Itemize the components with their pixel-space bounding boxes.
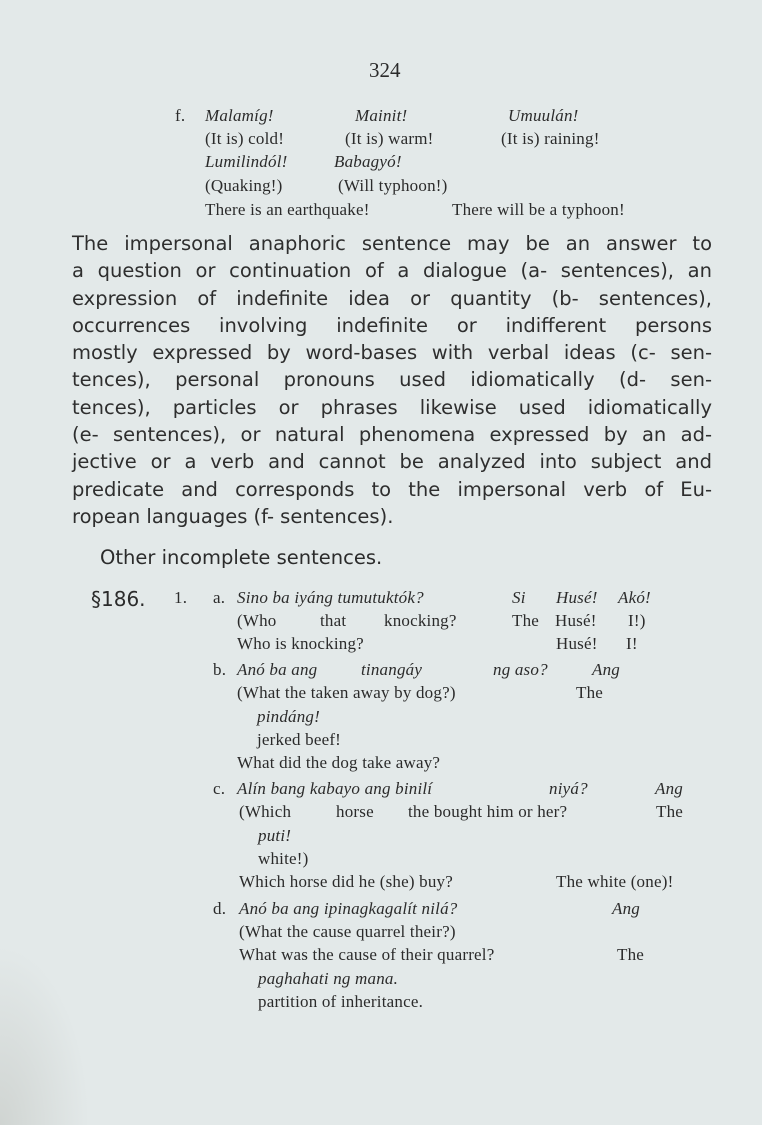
gloss: (Which bbox=[239, 802, 292, 821]
paragraph-line: occurrences involving indefinite or indifferent persons bbox=[72, 313, 712, 337]
tagalog-word: pindáng! bbox=[257, 707, 320, 726]
translation: The white (one)! bbox=[556, 872, 674, 891]
gloss: Husé! bbox=[555, 611, 597, 630]
tagalog-word: puti! bbox=[258, 826, 292, 845]
gloss: The bbox=[576, 683, 604, 702]
tagalog-word: Ang bbox=[592, 660, 620, 679]
tagalog-word: tinangáy bbox=[361, 660, 423, 679]
gloss: knocking? bbox=[384, 611, 457, 630]
page-stain bbox=[0, 945, 90, 1125]
paragraph-line: The impersonal anaphoric sentence may be an answer to bbox=[72, 232, 712, 255]
gloss: (It is) raining! bbox=[501, 129, 600, 148]
paragraph-line: ropean languages (f- sentences). bbox=[72, 504, 394, 528]
gloss: horse bbox=[336, 802, 374, 821]
paragraph-line: tences), particles or phrases likewise used idiomatically bbox=[72, 395, 712, 419]
gloss: the bought him or her? bbox=[408, 802, 568, 821]
gloss: (It is) cold! bbox=[205, 129, 285, 148]
example-f-label: f. bbox=[175, 106, 186, 125]
paragraph-line: a question or continuation of a dialogue (a- sentences), an bbox=[72, 259, 712, 283]
translation: I! bbox=[626, 634, 638, 653]
sub-label: d. bbox=[213, 899, 227, 918]
tagalog-word: Umuulán! bbox=[508, 106, 579, 125]
gloss: jerked beef! bbox=[257, 730, 342, 749]
gloss: (What the cause quarrel their?) bbox=[239, 922, 456, 941]
tagalog-word: Si bbox=[512, 588, 526, 607]
gloss: (Will typhoon!) bbox=[338, 176, 448, 195]
main-paragraph bbox=[72, 230, 712, 530]
translation: The bbox=[617, 945, 645, 964]
tagalog-word: Mainit! bbox=[355, 106, 408, 125]
sub-label: c. bbox=[213, 779, 226, 798]
gloss: The bbox=[656, 802, 684, 821]
tagalog-word: Anó ba ang bbox=[237, 660, 318, 679]
tagalog-word: ng aso? bbox=[493, 660, 548, 679]
tagalog-word: Lumilindól! bbox=[205, 152, 288, 171]
item-number: 1. bbox=[174, 588, 188, 607]
tagalog-word: Husé! bbox=[556, 588, 598, 607]
tagalog-word: niyá? bbox=[549, 779, 588, 798]
gloss: white!) bbox=[258, 849, 309, 868]
gloss: (Who bbox=[237, 611, 277, 630]
translation: Husé! bbox=[556, 634, 598, 653]
tagalog-word: Ang bbox=[655, 779, 683, 798]
gloss: I!) bbox=[628, 611, 646, 630]
translation: What was the cause of their quarrel? bbox=[239, 945, 495, 964]
translation: What did the dog take away? bbox=[237, 753, 441, 772]
tagalog-question: Anó ba ang ipinagkagalít nilá? bbox=[239, 899, 458, 918]
paragraph-line: (e- sentences), or natural phenomena expressed by an ad- bbox=[72, 423, 712, 447]
paragraph-line: jective or a verb and cannot be analyzed into subject and bbox=[72, 450, 712, 474]
paragraph-line: mostly expressed by word-bases with verbal ideas (c- sen- bbox=[72, 341, 712, 365]
gloss: (It is) warm! bbox=[345, 129, 434, 148]
tagalog-question: Sino ba iyáng tumutuktók? bbox=[237, 588, 424, 607]
translation: Which horse did he (she) buy? bbox=[239, 872, 453, 891]
paragraph-line: expression of indefinite idea or quantity (b- sentences), bbox=[72, 286, 712, 310]
tagalog-word: Malamíg! bbox=[205, 106, 274, 125]
tagalog-word: paghahati ng mana. bbox=[258, 969, 399, 988]
translation: There will be a typhoon! bbox=[452, 200, 625, 219]
tagalog-word: Ang bbox=[612, 899, 640, 918]
translation: There is an earthquake! bbox=[205, 200, 370, 219]
sub-label: b. bbox=[213, 660, 227, 679]
tagalog-question: Alín bang kabayo ang binilí bbox=[237, 779, 433, 798]
sub-label: a. bbox=[213, 588, 226, 607]
tagalog-word: Babagyó! bbox=[334, 152, 402, 171]
gloss: that bbox=[320, 611, 347, 630]
tagalog-word: Akó! bbox=[618, 588, 651, 607]
paragraph-line: predicate and corresponds to the impersonal verb of Eu- bbox=[72, 477, 712, 501]
gloss: partition of inheritance. bbox=[258, 992, 424, 1011]
gloss: (What the taken away by dog?) bbox=[237, 683, 456, 702]
page-number: 324 bbox=[369, 58, 401, 82]
paragraph-line: tences), personal pronouns used idiomatically (d- sen- bbox=[72, 368, 712, 392]
section-label: §186. bbox=[91, 587, 146, 611]
other-heading: Other incomplete sentences. bbox=[100, 546, 383, 569]
translation: Who is knocking? bbox=[237, 634, 364, 653]
gloss: (Quaking!) bbox=[205, 176, 283, 195]
gloss: The bbox=[512, 611, 540, 630]
